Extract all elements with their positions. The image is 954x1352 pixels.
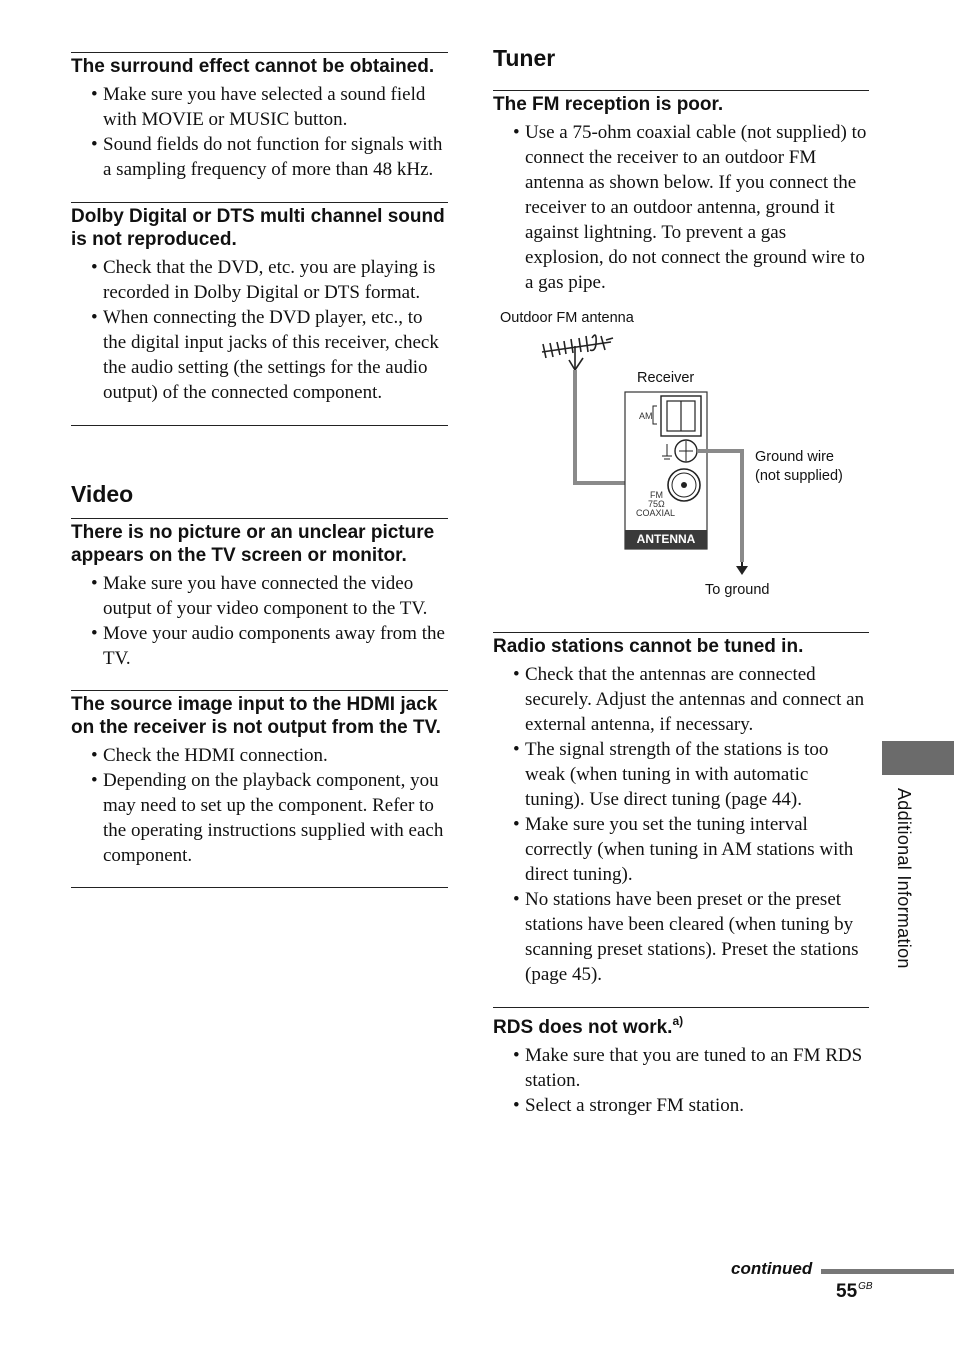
bullet-list [493, 1043, 869, 1118]
bullet-list [71, 82, 448, 182]
list-item: • When connecting the DVD player, etc., to the digital input jacks of this receiver, check the audio setting (the settings for the audio output) of the connected component. [103, 305, 448, 405]
ohm-label: 75Ω [648, 499, 665, 509]
rds-title-text: RDS does not work. [493, 1017, 673, 1038]
right-column-lower [493, 632, 869, 1118]
topic-no-picture [71, 518, 448, 671]
right-column [493, 44, 869, 295]
list-item: • Make sure you have connected the video output of your video component to the TV. [103, 571, 448, 621]
topic-dolby-dts [71, 202, 448, 405]
antenna-label: ANTENNA [636, 532, 696, 546]
fm-antenna-icon [542, 335, 613, 370]
outdoor-antenna-label: Outdoor FM antenna [500, 310, 634, 326]
list-item: • Check that the antennas are connected securely. Adjust the antennas and connect an external antenna, if necessary. [525, 662, 869, 737]
topic-rds [493, 1007, 869, 1118]
list-item: • Check that the DVD, etc. you are playing is recorded in Dolby Digital or DTS format. [103, 255, 448, 305]
list-item: • The signal strength of the stations is too weak (when tuning in with automatic tuning). Use direct tuning (page 44). [525, 737, 869, 812]
topic-title: The surround effect cannot be obtained. [71, 56, 435, 77]
side-tab-label: Additional Information [894, 788, 914, 969]
topic-hdmi [71, 690, 448, 868]
list-item: • Make sure you have selected a sound field with MOVIE or MUSIC button. [103, 82, 448, 132]
to-ground-label: To ground [705, 582, 770, 598]
left-column [71, 52, 448, 888]
list-item: • Select a stronger FM station. [525, 1093, 869, 1118]
list-item: • Depending on the playback component, you may need to set up the component. Refer to the operating instructions supplied with each component. [103, 768, 448, 868]
bullet-list [71, 571, 448, 671]
fm-label: FM [650, 490, 663, 500]
am-label: AM [639, 411, 653, 421]
topic-title: The source image input to the HDMI jack on the receiver is not output from the TV. [71, 694, 441, 738]
continued-label: continued [731, 1259, 813, 1278]
ground-wire-note: (not supplied) [755, 468, 843, 484]
list-item: • Sound fields do not function for signals with a sampling frequency of more than 48 kHz. [103, 132, 448, 182]
bullet-list [493, 120, 869, 295]
topic-title [493, 1010, 869, 1039]
coaxial-label: COAXIAL [636, 508, 676, 518]
topic-title: The FM reception is poor. [493, 94, 724, 115]
page-number [836, 1281, 873, 1303]
topic-title: Radio stations cannot be tuned in. [493, 636, 804, 657]
bullet-list [71, 255, 448, 405]
diagram-drawing [493, 300, 869, 610]
antenna-connection-diagram [493, 300, 869, 610]
footnote-marker: a) [672, 1014, 684, 1028]
list-item: • No stations have been preset or the preset stations have been cleared (when tuning by scanning preset stations). Preset the stations (page 45). [525, 887, 869, 987]
topic-title: Dolby Digital or DTS multi channel sound is not reproduced. [71, 206, 445, 250]
topic-title: There is no picture or an unclear picture appears on the TV screen or monitor. [71, 522, 435, 566]
section-heading-tuner: Tuner [493, 45, 556, 71]
list-item: • Move your audio components away from the TV. [103, 621, 448, 671]
topic-radio-stations [493, 632, 869, 987]
bullet-list [493, 662, 869, 987]
divider [71, 887, 448, 888]
list-item: • Use a 75-ohm coaxial cable (not supplied) to connect the receiver to an outdoor FM antenna as shown below. If you connect the receiver to an outdoor antenna, ground it against lightning. To prevent a gas explosion, do not connect the ground wire to a gas pipe. [525, 120, 869, 295]
section-tab [882, 741, 954, 775]
page-number-value: 55 [836, 1281, 858, 1302]
list-item: • Check the HDMI connection. [103, 743, 448, 768]
receiver-label: Receiver [637, 370, 695, 386]
list-item: • Make sure that you are tuned to an FM RDS station. [525, 1043, 869, 1093]
section-heading-video: Video [71, 481, 134, 507]
topic-surround-effect [71, 52, 448, 182]
continued-bar [821, 1269, 954, 1274]
ground-wire-label: Ground wire [755, 449, 834, 465]
list-item: • Make sure you set the tuning interval correctly (when tuning in AM stations with direct tuning). [525, 812, 869, 887]
bullet-list [71, 743, 448, 868]
topic-fm-reception [493, 90, 869, 295]
page-suffix: GB [858, 1281, 873, 1292]
